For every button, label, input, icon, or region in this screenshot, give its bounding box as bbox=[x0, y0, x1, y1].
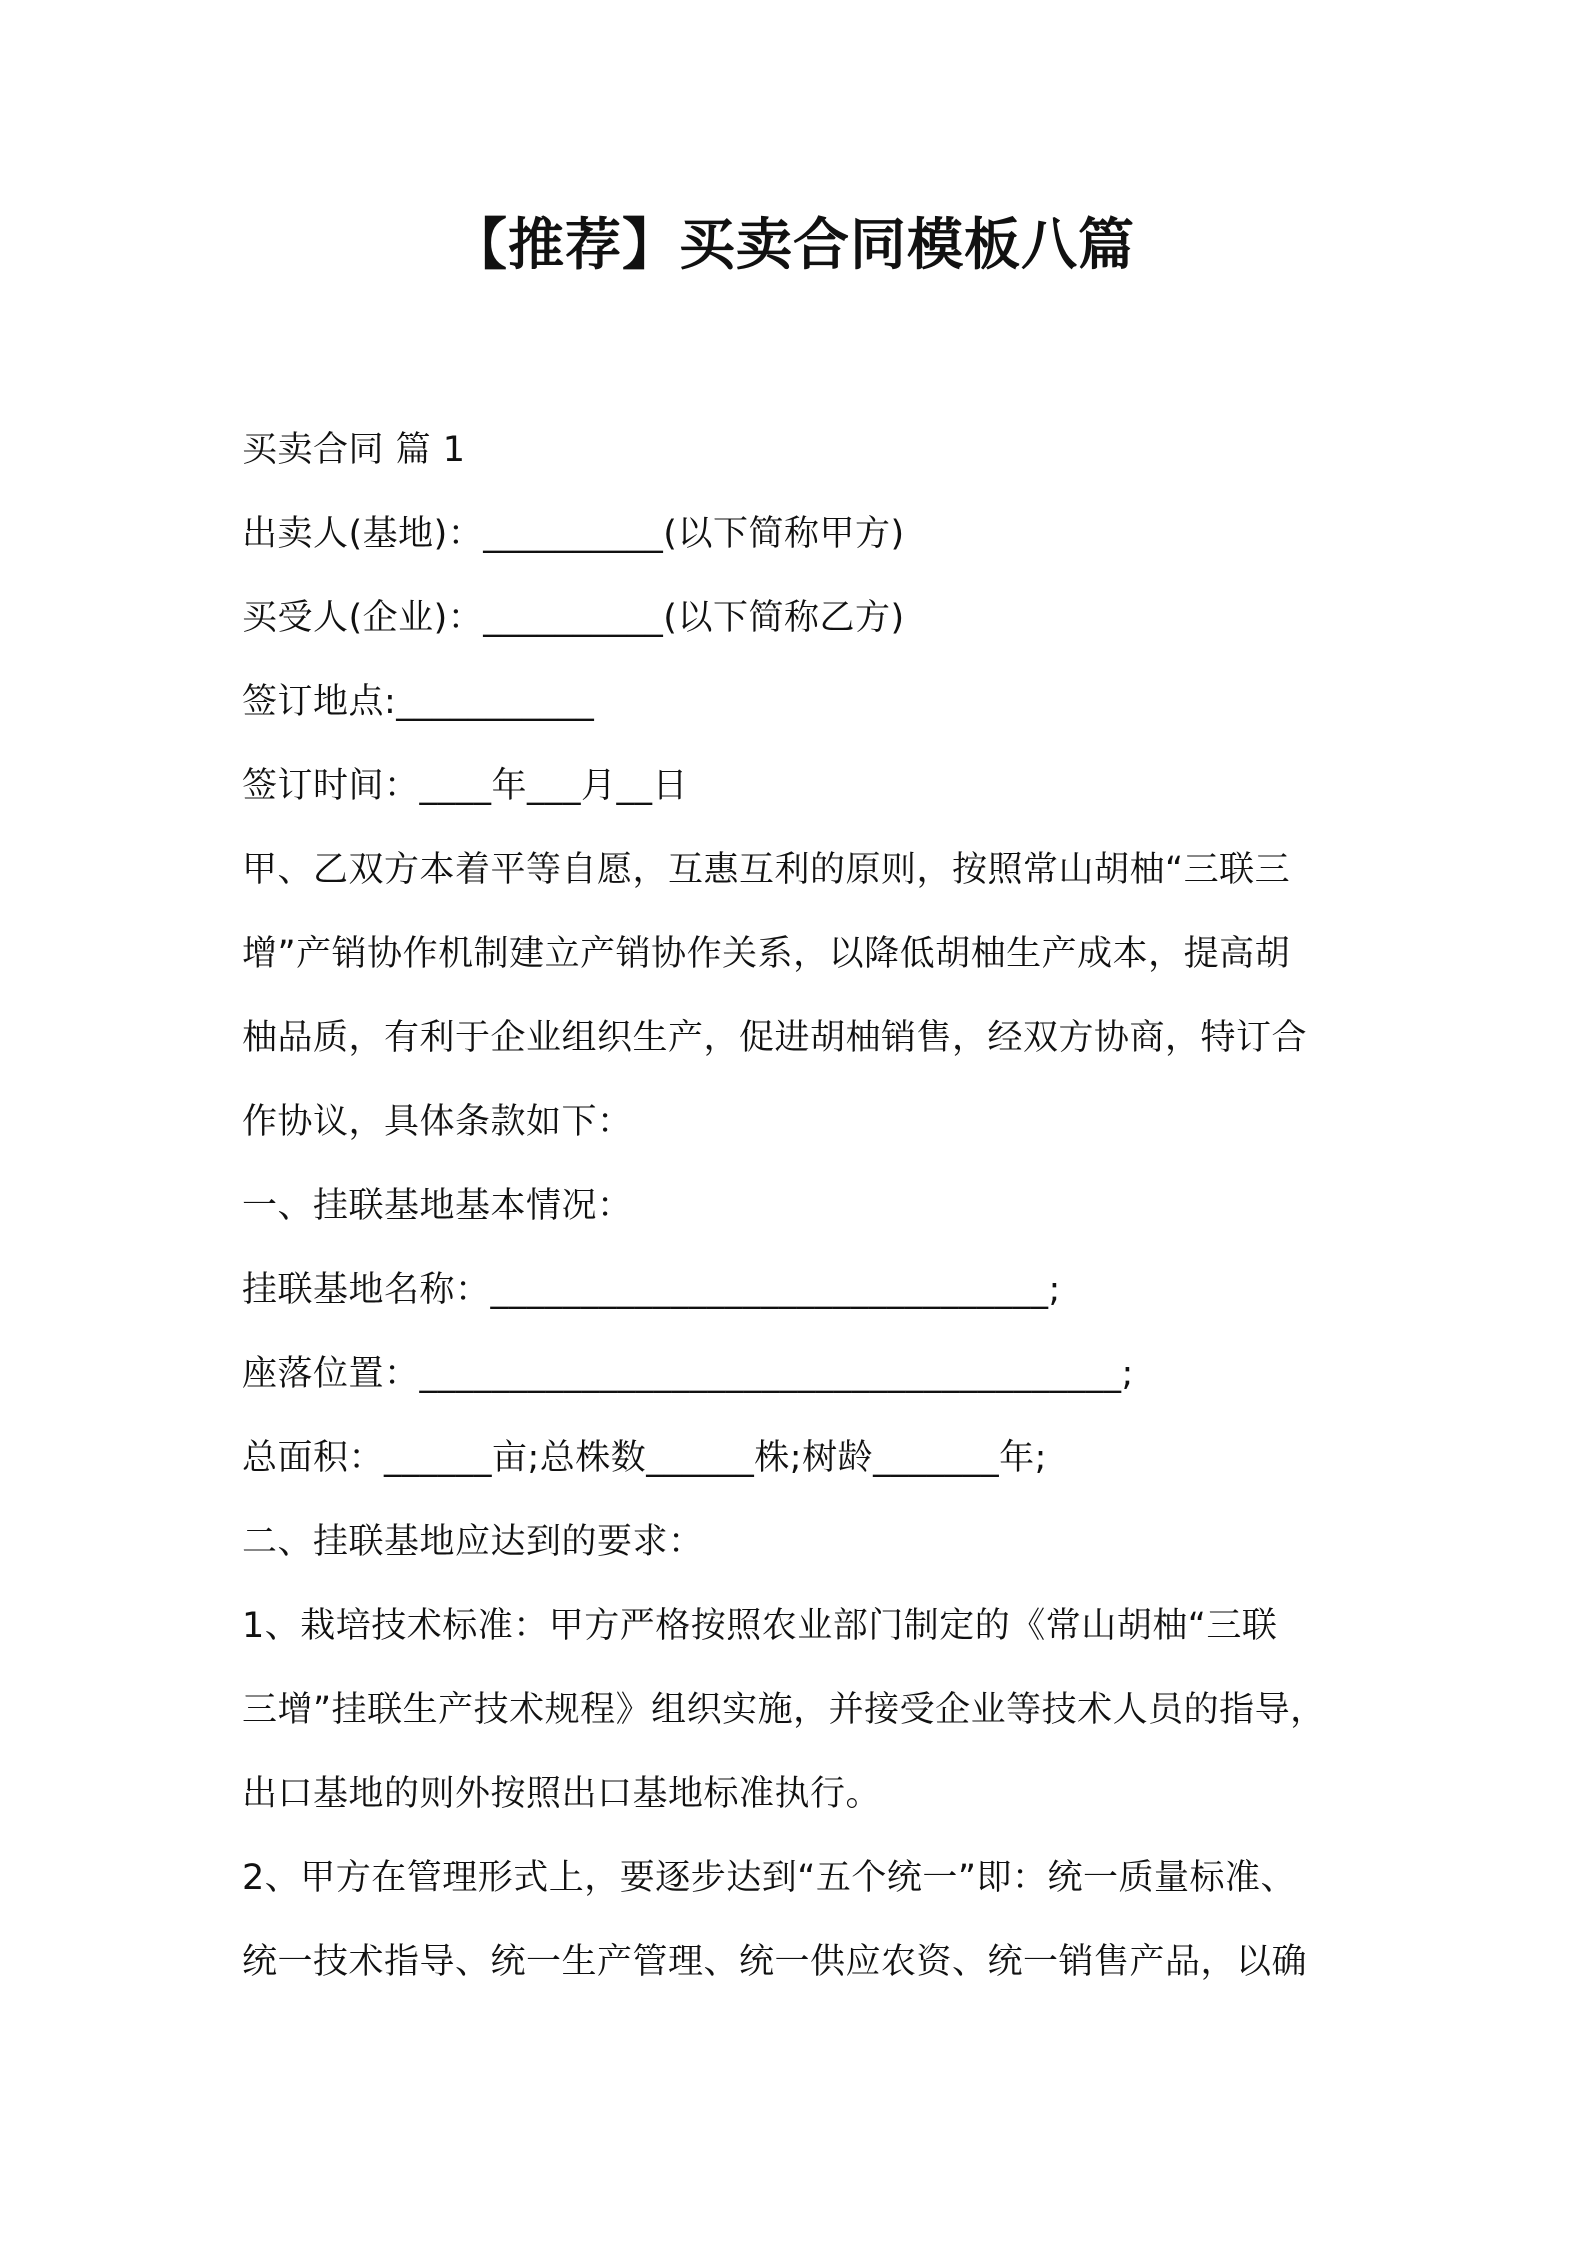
clause-1-line-3: 出口基地的则外按照出口基地标准执行。 bbox=[242, 1774, 882, 1814]
location-line: 座落位置：_______________________________________; bbox=[242, 1354, 1134, 1394]
base-name-line: 挂联基地名称：_______________________________; bbox=[242, 1270, 1061, 1310]
section-2-heading: 二、挂联基地应达到的要求： bbox=[242, 1522, 704, 1562]
intro-paragraph-line-4: 作协议，具体条款如下： bbox=[242, 1102, 633, 1142]
document-body bbox=[242, 408, 1382, 2004]
intro-paragraph-line-3: 柚品质，有利于企业组织生产，促进胡柚销售，经双方协商，特订合 bbox=[242, 1018, 1308, 1058]
seller-line: 出卖人(基地)：__________(以下简称甲方) bbox=[242, 514, 905, 554]
intro-paragraph-line-2: 增”产销协作机制建立产销协作关系，以降低胡柚生产成本，提高胡 bbox=[242, 934, 1291, 974]
clause-2-line-1: 2、甲方在管理形式上，要逐步达到“五个统一”即：统一质量标准、 bbox=[242, 1858, 1297, 1898]
document-title: 【推荐】买卖合同模板八篇 bbox=[451, 213, 1135, 278]
contract-heading: 买卖合同 篇 1 bbox=[242, 430, 466, 470]
section-1-heading: 一、挂联基地基本情况： bbox=[242, 1186, 633, 1226]
buyer-line: 买受人(企业)：__________(以下简称乙方) bbox=[242, 598, 905, 638]
area-line: 总面积：______亩;总株数______株;树龄_______年; bbox=[242, 1438, 1047, 1478]
clause-2-line-2: 统一技术指导、统一生产管理、统一供应农资、统一销售产品，以确 bbox=[242, 1942, 1308, 1982]
clause-1-line-2: 三增”挂联生产技术规程》组织实施，并接受企业等技术人员的指导， bbox=[242, 1690, 1326, 1730]
clause-1-line-1: 1、栽培技术标准：甲方严格按照农业部门制定的《常山胡柚“三联 bbox=[242, 1606, 1278, 1646]
signing-time-line: 签订时间：____年___月__日 bbox=[242, 766, 689, 806]
signing-place-line: 签订地点:___________ bbox=[242, 682, 595, 722]
intro-paragraph-line-1: 甲、乙双方本着平等自愿，互惠互利的原则，按照常山胡柚“三联三 bbox=[242, 850, 1291, 890]
